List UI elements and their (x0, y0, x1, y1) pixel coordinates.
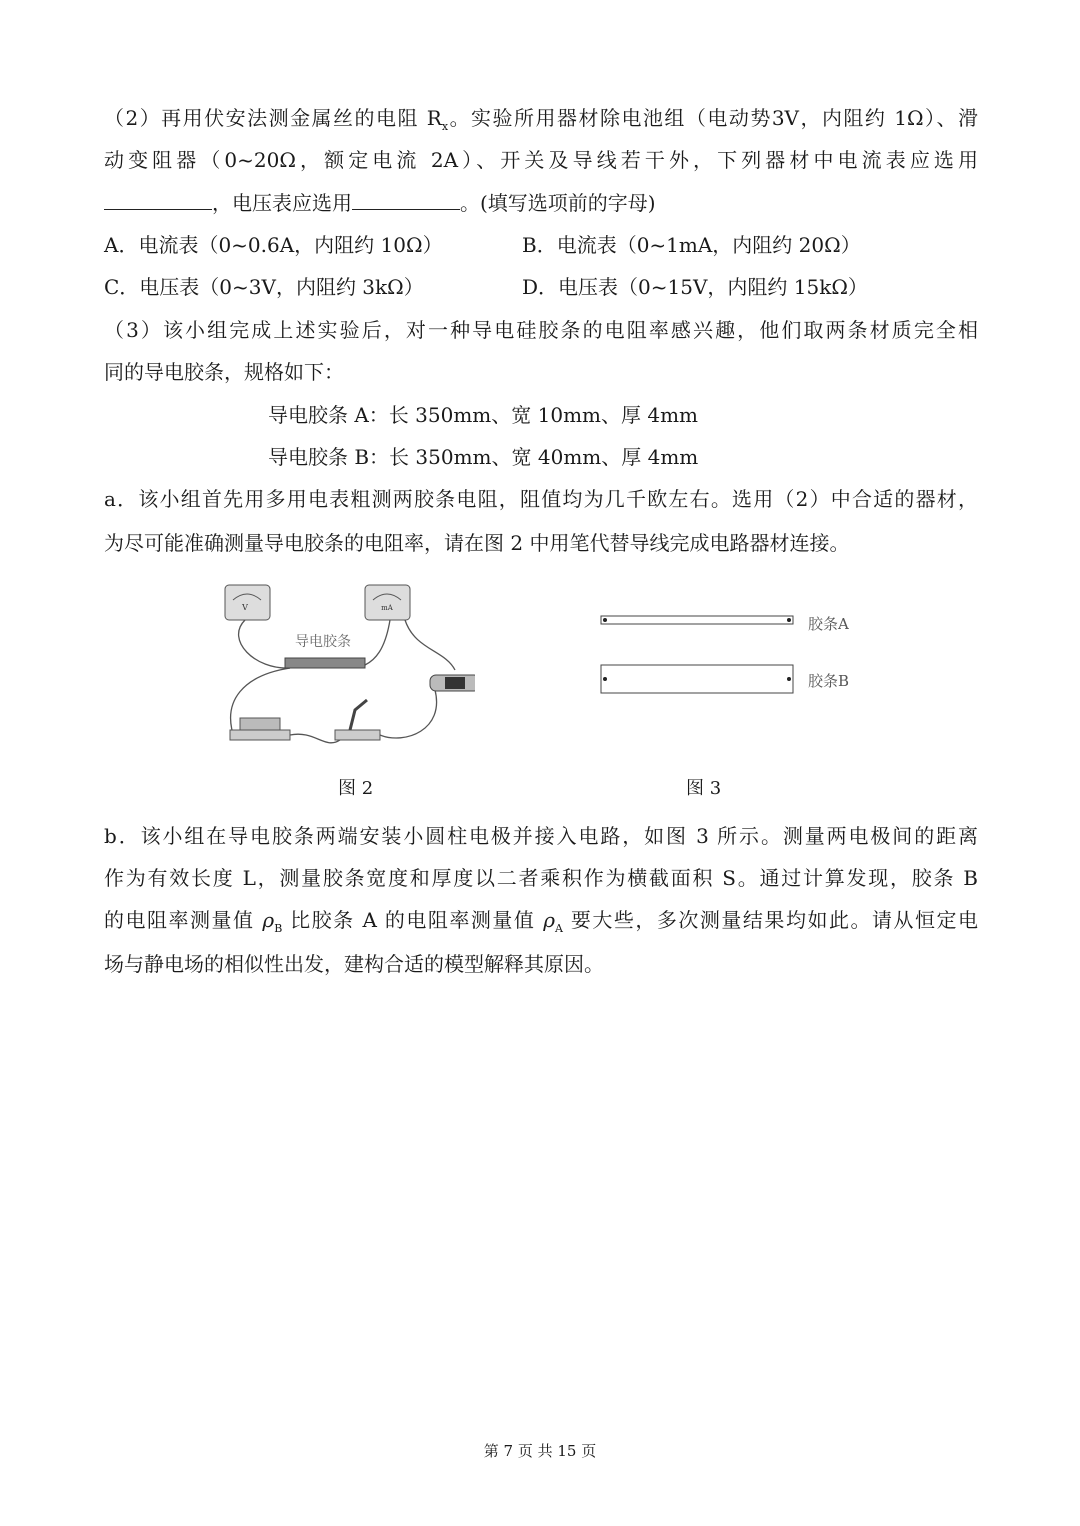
q2-line1: （2）再用伏安法测金属丝的电阻 $R_x$。实验所用器材除电池组（电动势3V，内阻约 1Ω）、滑 (104, 106, 978, 133)
strip-b (601, 665, 793, 693)
qa-line2: 为尽可能准确测量导电胶条的电阻率，请在图 2 中用笔代替导线完成电路器材连接。 (104, 531, 850, 555)
figure-2-caption: 图 2 (338, 778, 374, 799)
q3-line2: 同的导电胶条，规格如下： (104, 360, 344, 384)
qb-line2: 作为有效长度 L，测量胶条宽度和厚度以二者乘积作为横截面积 S。通过计算发现，胶条 B (104, 866, 978, 890)
option-b: B．电流表（0~1mA，内阻约 20Ω） (522, 233, 861, 257)
option-c: C．电压表（0~3V，内阻约 3kΩ） (104, 275, 424, 299)
qb-line3: 的电阻率测量值 $\rho_B$ 比胶条 A 的电阻率测量值 $\rho_A$ 要大些，多次测量结果均如此。请从恒定电 (104, 908, 979, 935)
strip-a (601, 616, 793, 624)
qb-line1: b．该小组在导电胶条两端安装小圆柱电极并接入电路，如图 3 所示。测量两电极间的距离 (104, 824, 978, 848)
options-row-2 (104, 273, 978, 301)
spec-a: 导电胶条 A：长 350mm、宽 10mm、厚 4mm (268, 403, 699, 427)
option-a: A．电流表（0~0.6A，内阻约 10Ω） (104, 233, 443, 257)
page-footer: 第 7 页 共 15 页 (483, 1442, 597, 1460)
ammeter-answer-blank[interactable] (104, 191, 212, 210)
rheostat (430, 675, 475, 691)
switch (335, 700, 380, 740)
q2-line2: 动变阻器（0~20Ω，额定电流 2A）、开关及导线若干外，下列器材中电流表应选用 (104, 148, 978, 172)
svg-text:V: V (242, 603, 248, 612)
strip-b-label: 胶条B (808, 672, 850, 690)
spec-b: 导电胶条 B：长 350mm、宽 40mm、厚 4mm (268, 445, 699, 469)
figure-2-circuit (215, 580, 475, 750)
option-d: D．电压表（0~15V，内阻约 15kΩ） (522, 275, 868, 299)
voltmeter (225, 585, 270, 620)
conductive-strip (285, 658, 365, 668)
figure-3-strips (600, 610, 800, 700)
battery (230, 718, 290, 740)
options-row-1 (104, 231, 978, 259)
qb-line4: 场与静电场的相似性出发，建构合适的模型解释其原因。 (104, 952, 604, 976)
voltmeter-answer-blank[interactable] (352, 191, 460, 210)
strip-label: 导电胶条 (295, 634, 351, 650)
figure-3-caption: 图 3 (686, 778, 722, 799)
q2-line3: ，电压表应选用 。(填写选项前的字母) (104, 189, 978, 217)
ammeter (365, 585, 410, 620)
qa-line1: a．该小组首先用多用电表粗测两胶条电阻，阻值均为几千欧左右。选用（2）中合适的器材， (104, 487, 978, 511)
strip-a-label: 胶条A (808, 615, 849, 633)
q3-line1: （3）该小组完成上述实验后，对一种导电硅胶条的电阻率感兴趣，他们取两条材质完全相 (104, 318, 978, 342)
svg-text:mA: mA (381, 604, 393, 612)
